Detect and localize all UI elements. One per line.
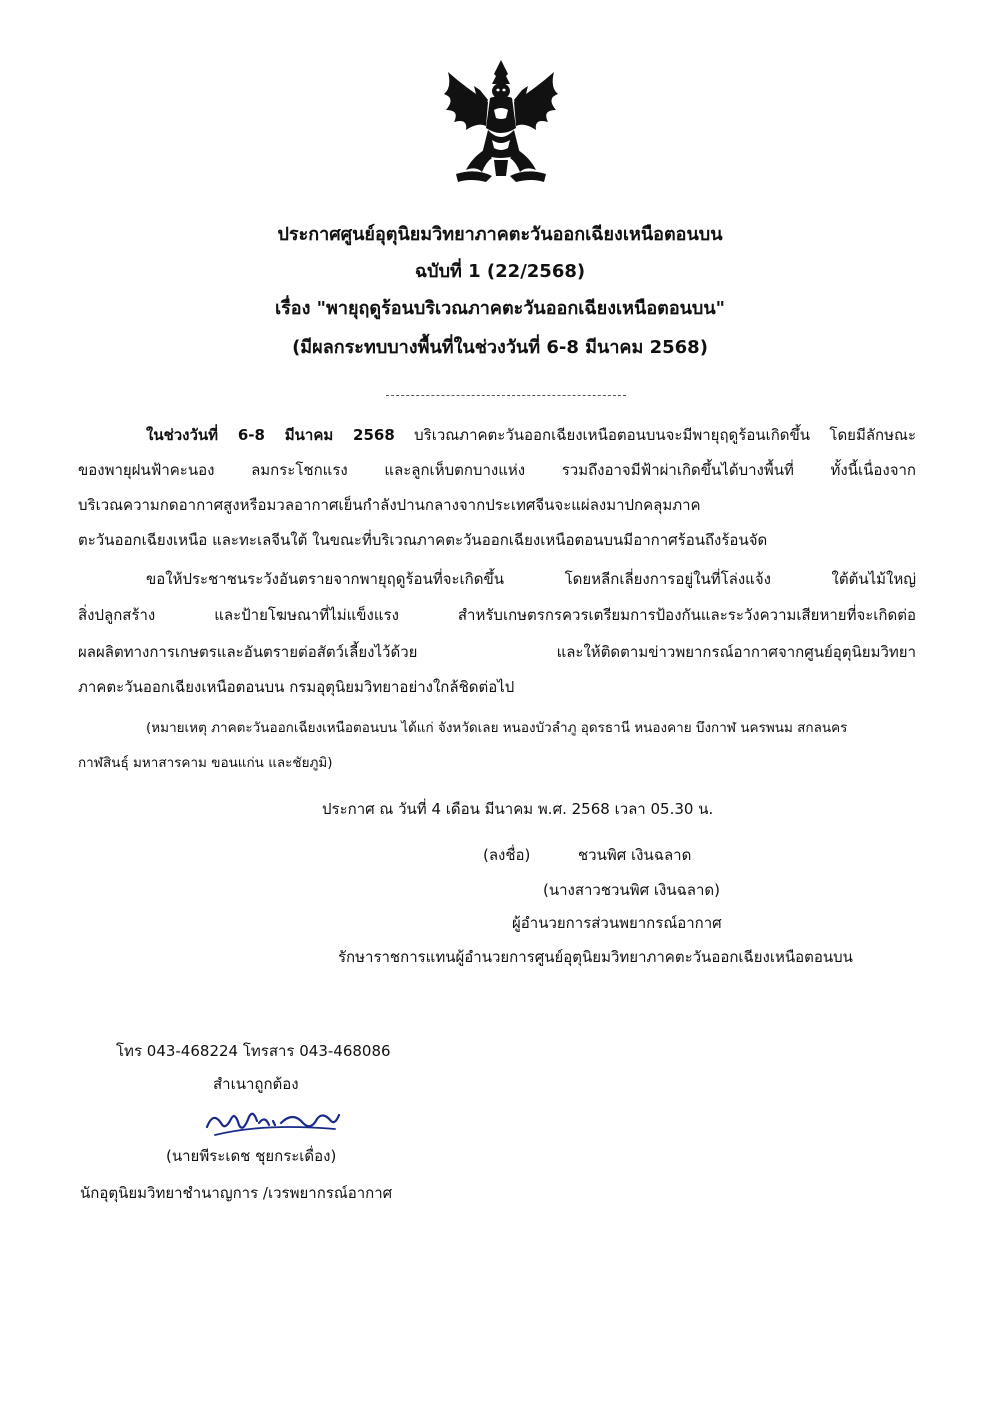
paragraph-2-line-1: ขอให้ประชาชนระวังอันตรายจากพายุฤดูร้อนที่จะเกิดขึ้น โดยหลีกเลี่ยงการอยู่ในที่โล่งแจ้ง ใต้ต้นไม้ใหญ่ — [146, 570, 916, 588]
paragraph-1-line-1-text: บริเวณภาคตะวันออกเฉียงเหนือตอนบนจะมีพายุฤดูร้อนเกิดขึ้น โดยมีลักษณะ — [394, 426, 916, 444]
note-line-1: (หมายเหตุ ภาคตะวันออกเฉียงเหนือตอนบน ได้แก่ จังหวัดเลย หนองบัวลำภู อุดรธานี หนองคาย บึงกาฬ นครพนม สกลนคร — [146, 720, 848, 736]
certifier-name: (นายพีระเดช ชุยกระเดื่อง) — [166, 1147, 337, 1165]
handwritten-signature — [203, 1101, 343, 1141]
paragraph-2-line-2: สิ่งปลูกสร้าง และป้ายโฆษณาที่ไม่แข็งแรง สำหรับเกษตรกรควรเตรียมการป้องกันและระวังความเสียหายที่จะเกิดต่อ — [78, 606, 916, 624]
effect-period: (มีผลกระทบบางพื้นที่ในช่วงวันที่ 6-8 มีนาคม 2568) — [292, 337, 708, 358]
signer-position: ผู้อำนวยการส่วนพยากรณ์อากาศ — [512, 914, 722, 932]
paragraph-2-line-4: ภาคตะวันออกเฉียงเหนือตอนบน กรมอุตุนิยมวิทยาอย่างใกล้ชิดต่อไป — [78, 678, 515, 696]
subject-line: เรื่อง "พายุฤดูร้อนบริเวณภาคตะวันออกเฉียงเหนือตอนบน" — [274, 298, 726, 319]
contact-numbers: โทร 043-468224 โทรสาร 043-468086 — [116, 1042, 391, 1060]
note-line-2: กาฬสินธุ์ มหาสารคาม ขอนแก่น และชัยภูมิ) — [78, 755, 333, 771]
paragraph-2-line-3: ผลผลิตทางการเกษตรและอันตรายต่อสัตว์เลี้ยงไว้ด้วย และให้ติดตามข่าวพยากรณ์อากาศจากศูนย์อุตุนิยมวิทยา — [78, 643, 916, 661]
certifier-position: นักอุตุนิยมวิทยาชำนาญการ /เวรพยากรณ์อากาศ — [80, 1184, 393, 1202]
announcement-date: ประกาศ ณ วันที่ 4 เดือน มีนาคม พ.ศ. 2568 เวลา 05.30 น. — [322, 800, 714, 818]
paragraph-1-line-2: ของพายุฝนฟ้าคะนอง ลมกระโชกแรง และลูกเห็บตกบางแห่ง รวมถึงอาจมีฟ้าผ่าเกิดขึ้นได้บางพื้นที่ ทั้งนี้เนื่องจาก — [78, 461, 916, 479]
announcement-title: ประกาศศูนย์อุตุนิยมวิทยาภาคตะวันออกเฉียงเหนือตอนบน — [277, 224, 723, 245]
paragraph-1-line-3: บริเวณความกดอากาศสูงหรือมวลอากาศเย็นกำลังปานกลางจากประเทศจีนจะแผ่ลงมาปกคลุมภาค — [78, 496, 701, 514]
garuda-emblem-icon — [436, 58, 566, 186]
signer-full-name: (นางสาวชวนพิศ เงินฉลาด) — [543, 881, 721, 899]
issue-number: ฉบับที่ 1 (22/2568) — [414, 261, 586, 282]
signed-label: (ลงชื่อ) — [483, 846, 531, 864]
certified-copy-label: สำเนาถูกต้อง — [213, 1075, 299, 1093]
paragraph-1-line-4: ตะวันออกเฉียงเหนือ และทะเลจีนใต้ ในขณะที่บริเวณภาคตะวันออกเฉียงเหนือตอนบนมีอากาศร้อนถึงร้อนจัด — [78, 531, 768, 549]
paragraph-1-line-1 — [146, 428, 916, 443]
title-divider — [386, 395, 626, 396]
signed-name: ชวนพิศ เงินฉลาด — [578, 846, 692, 864]
paragraph-1-lead: ในช่วงวันที่ 6-8 มีนาคม 2568 — [146, 426, 395, 444]
signer-acting-position: รักษาราชการแทนผู้อำนวยการศูนย์อุตุนิยมวิทยาภาคตะวันออกเฉียงเหนือตอนบน — [338, 948, 853, 966]
